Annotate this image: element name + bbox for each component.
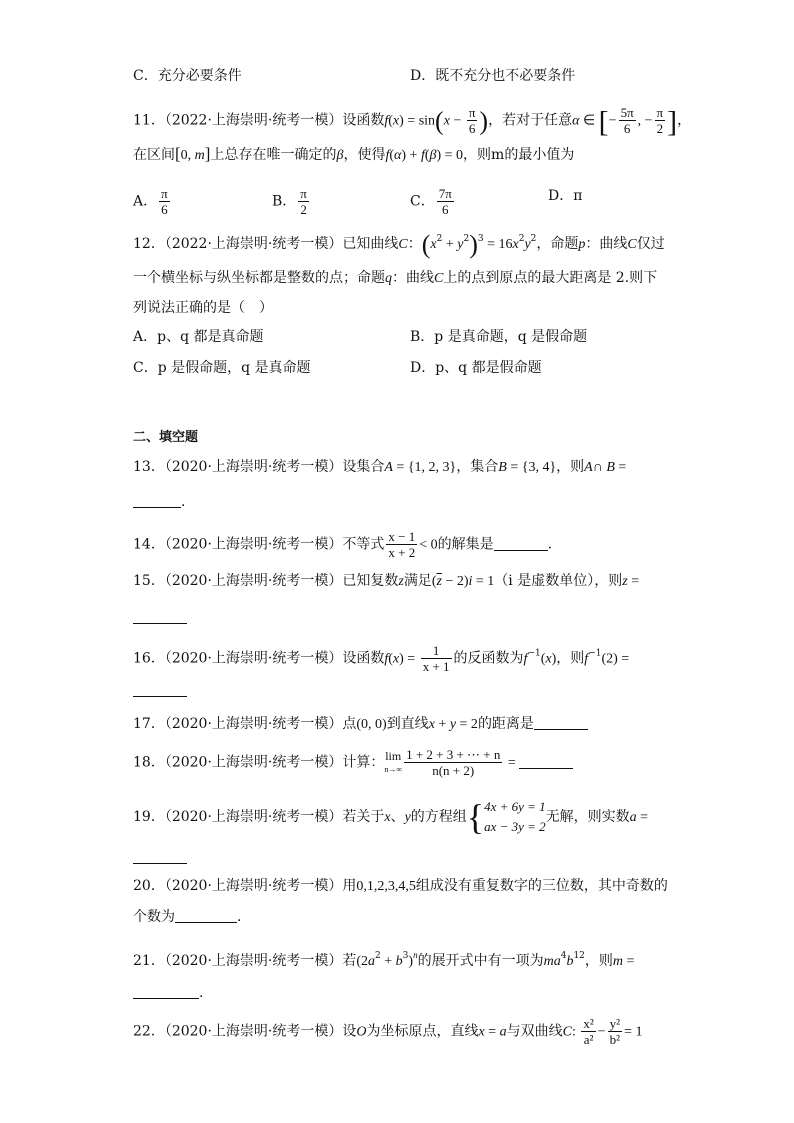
q12-option-b: B．p 是真命题，q 是假命题 bbox=[410, 329, 588, 345]
question-20: 20．（2020·上海崇明·统考一模）用0,1,2,3,4,5组成没有重复数字的三位数，其中奇数的 bbox=[133, 878, 668, 894]
question-11-line-1: 11．（2022·上海崇明·统考一模）设函数f(x) = sin(x − $\frac{\pi}{6}$ )，若对于任意α ∈ [− $\frac{5\pi}{6}$ , − $\frac{\pi}{2}$ ]， bbox=[133, 105, 692, 139]
question-15: 15．（2020·上海崇明·统考一模）已知复数z满足$(\overline{z} - 2)i = 1(i$ 是虚数单位），则z = bbox=[133, 573, 640, 589]
question-16-answer-blank[interactable] bbox=[133, 681, 187, 701]
question-18: 18．（2020·上海崇明·统考一模）计算：lim n→∞ $\frac{1 + 2 + 3 + \cdots + n}{n(n + 2)}$ = bbox=[133, 747, 573, 778]
q12-option-a: A．p、q 都是真命题 bbox=[133, 329, 264, 345]
question-13-answer-blank[interactable]: . bbox=[133, 492, 185, 512]
section-heading: 二、填空题 bbox=[133, 430, 199, 445]
question-22: 22．（2020·上海崇明·统考一模）设O为坐标原点，直线x = a与双曲线C: $\frac{\text{x²}}{\text{a²}}$ − $\frac{\text{y²}}{\text{b²}}$ = 1 bbox=[133, 1016, 643, 1047]
question-12-line-2: 一个横坐标与纵坐标都是整数的点；命题q：曲线C上的点到原点的最大距离是 2.则下 bbox=[133, 270, 658, 286]
question-21-answer-blank[interactable]: . bbox=[133, 983, 203, 1003]
question-20-answer-blank[interactable] bbox=[175, 908, 237, 923]
question-source: （2022·上海崇明·统考一模） bbox=[164, 112, 343, 129]
question-15-answer-blank[interactable] bbox=[133, 608, 187, 628]
q12-option-c: C．p 是假命题，q 是真命题 bbox=[133, 360, 311, 376]
question-source: （2022·上海崇明·统考一模） bbox=[164, 236, 343, 252]
question-17-answer-blank[interactable] bbox=[534, 715, 588, 730]
question-20-line-2: 个数为 . bbox=[133, 909, 242, 925]
q12-option-d: D．p、q 都是假命题 bbox=[410, 360, 542, 376]
q11-option-d: D．π bbox=[548, 188, 583, 204]
question-12-line-1: 12．（2022·上海崇明·统考一模）已知曲线C：$(x^2 + y^2)^3 = 16x^2y^2$，命题p：曲线C仅过 bbox=[133, 230, 665, 259]
question-14: 14．（2020·上海崇明·统考一模）不等式 $\frac{x - 1}{x + 2}$ < 0的解集是 . bbox=[133, 529, 553, 560]
q11-option-b: B． $\frac{\pi}{2}$ bbox=[272, 186, 307, 217]
question-12-line-3: 列说法正确的是（ ） bbox=[133, 300, 273, 316]
question-13: 13．（2020·上海崇明·统考一模）设集合A = {1, 2, 3}，集合B = {3, 4}，则A∩ B = bbox=[133, 459, 627, 475]
q10-option-d: D．既不充分也不必要条件 bbox=[410, 68, 576, 84]
question-number: 11． bbox=[133, 112, 165, 129]
question-14-answer-blank[interactable] bbox=[494, 536, 548, 551]
question-17: 17．（2020·上海崇明·统考一模）点(0, 0)到直线x + y = 2的距离是 bbox=[133, 714, 588, 735]
question-16: 16．（2020·上海崇明·统考一模）设函数f(x) = $\frac{1}{x + 1}$ 的反函数为$f^{-1}(x)$，则$f^{-1}(2)$ = bbox=[133, 643, 630, 674]
q11-option-a: A． $\frac{\pi}{6}$ bbox=[133, 186, 168, 217]
question-19-answer-blank[interactable] bbox=[133, 848, 187, 868]
q11-option-c: C． $\frac{7\pi}{6}$ bbox=[410, 186, 452, 217]
question-18-answer-blank[interactable] bbox=[519, 754, 573, 769]
question-11-line-2: 在区间[0, m]上总存在唯一确定的β，使得f(α) + f(β) = 0，则m的最小值为 bbox=[133, 144, 575, 163]
question-21: 21．（2020·上海崇明·统考一模）若$(2a^2 + b^3)^n$的展开式中有一项为$ma^4b^{12}$，则m = bbox=[133, 950, 635, 969]
q10-option-c: C．充分必要条件 bbox=[133, 68, 242, 84]
question-19: 19．（2020·上海崇明·统考一模）若关于x、y的方程组{4x + 6y = 1 ax − 3y = 2无解，则实数a = bbox=[133, 797, 649, 837]
